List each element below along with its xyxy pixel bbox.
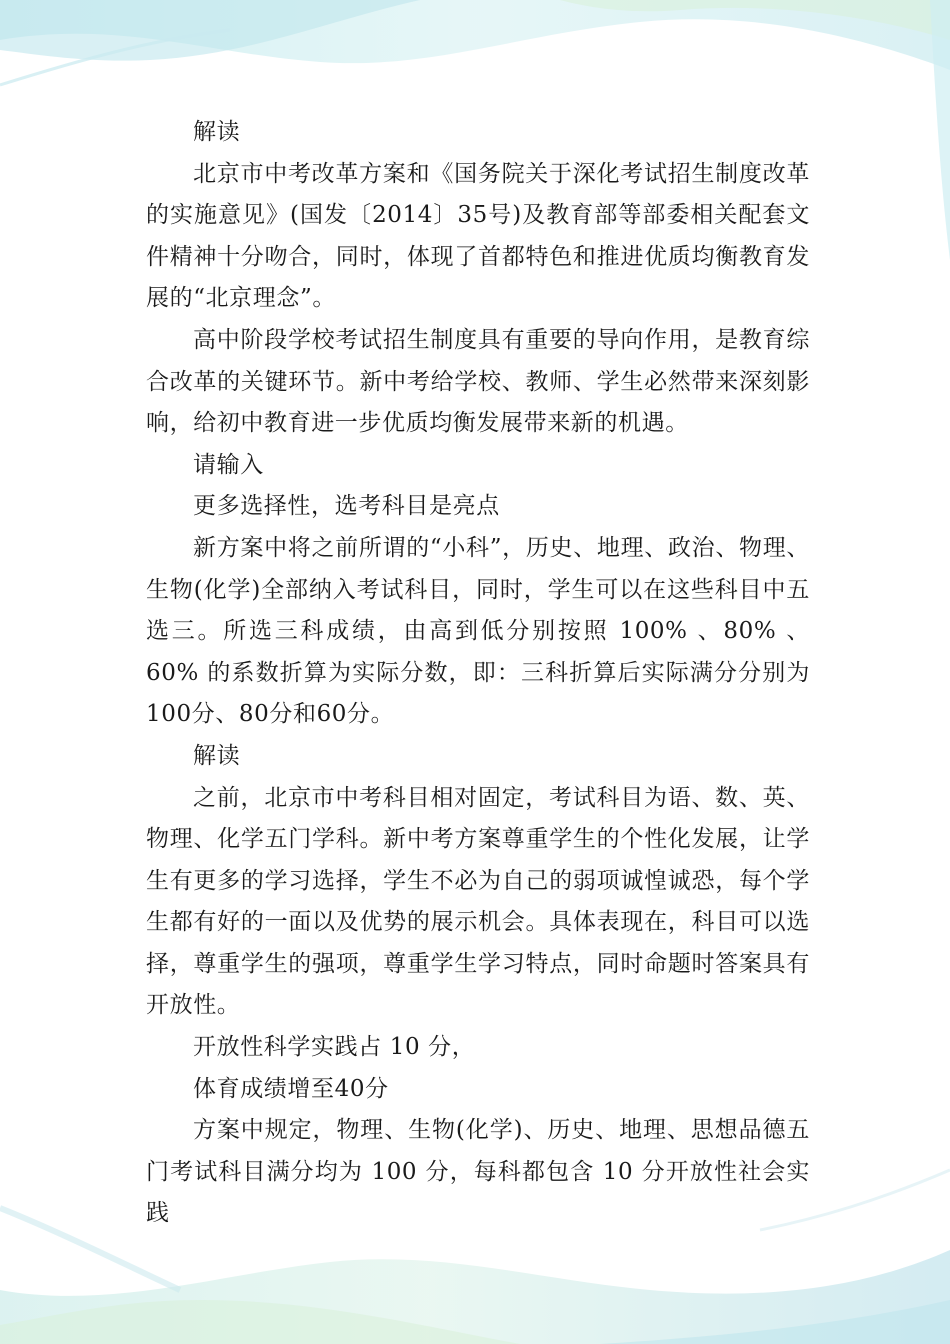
heading-jiedu-1: 解读	[193, 119, 241, 145]
paragraph-previous-subjects: 之前，北京市中考科目相对固定，考试科目为语、数、英、物理、化学五门学科。新中考方案尊重学生的个性化发展，让学生有更多的学习选择，学生不必为自己的弱项诚惶诚恐，每个学生都有好的一面以及优势的展示机会。具体表现在，科目可以选择，尊重学生的强项，尊重学生学习特点，同时命题时答案具有开放性。	[146, 784, 810, 1019]
heading-jiedu-2: 解读	[193, 742, 241, 769]
paragraph-new-plan-subjects: 新方案中将之前所谓的“小科”，历史、地理、政治、物理、生物(化学)全部纳入考试科目，同时，学生可以在这些科目中五选三。所选三科成绩，由高到低分别按照 100% 、80% 、60% 的系数折算为实际分数，即：三科折算后实际满分分别为100分、80分和60分。	[146, 534, 810, 728]
document-body	[146, 112, 810, 1235]
heading-placeholder: 请输入	[193, 451, 264, 478]
paragraph-reform-plan: 北京市中考改革方案和《国务院关于深化考试招生制度改革的实施意见》(国发〔2014〕35号)及教育部等部委相关配套文件精神十分吻合，同时，体现了首都特色和推进优质均衡教育发展的“北京理念”。	[146, 160, 810, 312]
paragraph-high-school-exam: 高中阶段学校考试招生制度具有重要的导向作用，是教育综合改革的关键环节。新中考给学校、教师、学生必然带来深刻影响，给初中教育进一步优质均衡发展带来新的机遇。	[146, 326, 810, 437]
heading-more-choice: 更多选择性，选考科目是亮点	[193, 493, 500, 520]
paragraph-subject-scores: 方案中规定，物理、生物(化学)、历史、地理、思想品德五门考试科目满分均为 100 分，每科都包含 10 分开放性社会实践	[146, 1117, 810, 1227]
heading-open-practice: 开放性科学实践占 10 分，	[193, 1034, 476, 1061]
heading-pe-score: 体育成绩增至40分	[193, 1075, 389, 1102]
